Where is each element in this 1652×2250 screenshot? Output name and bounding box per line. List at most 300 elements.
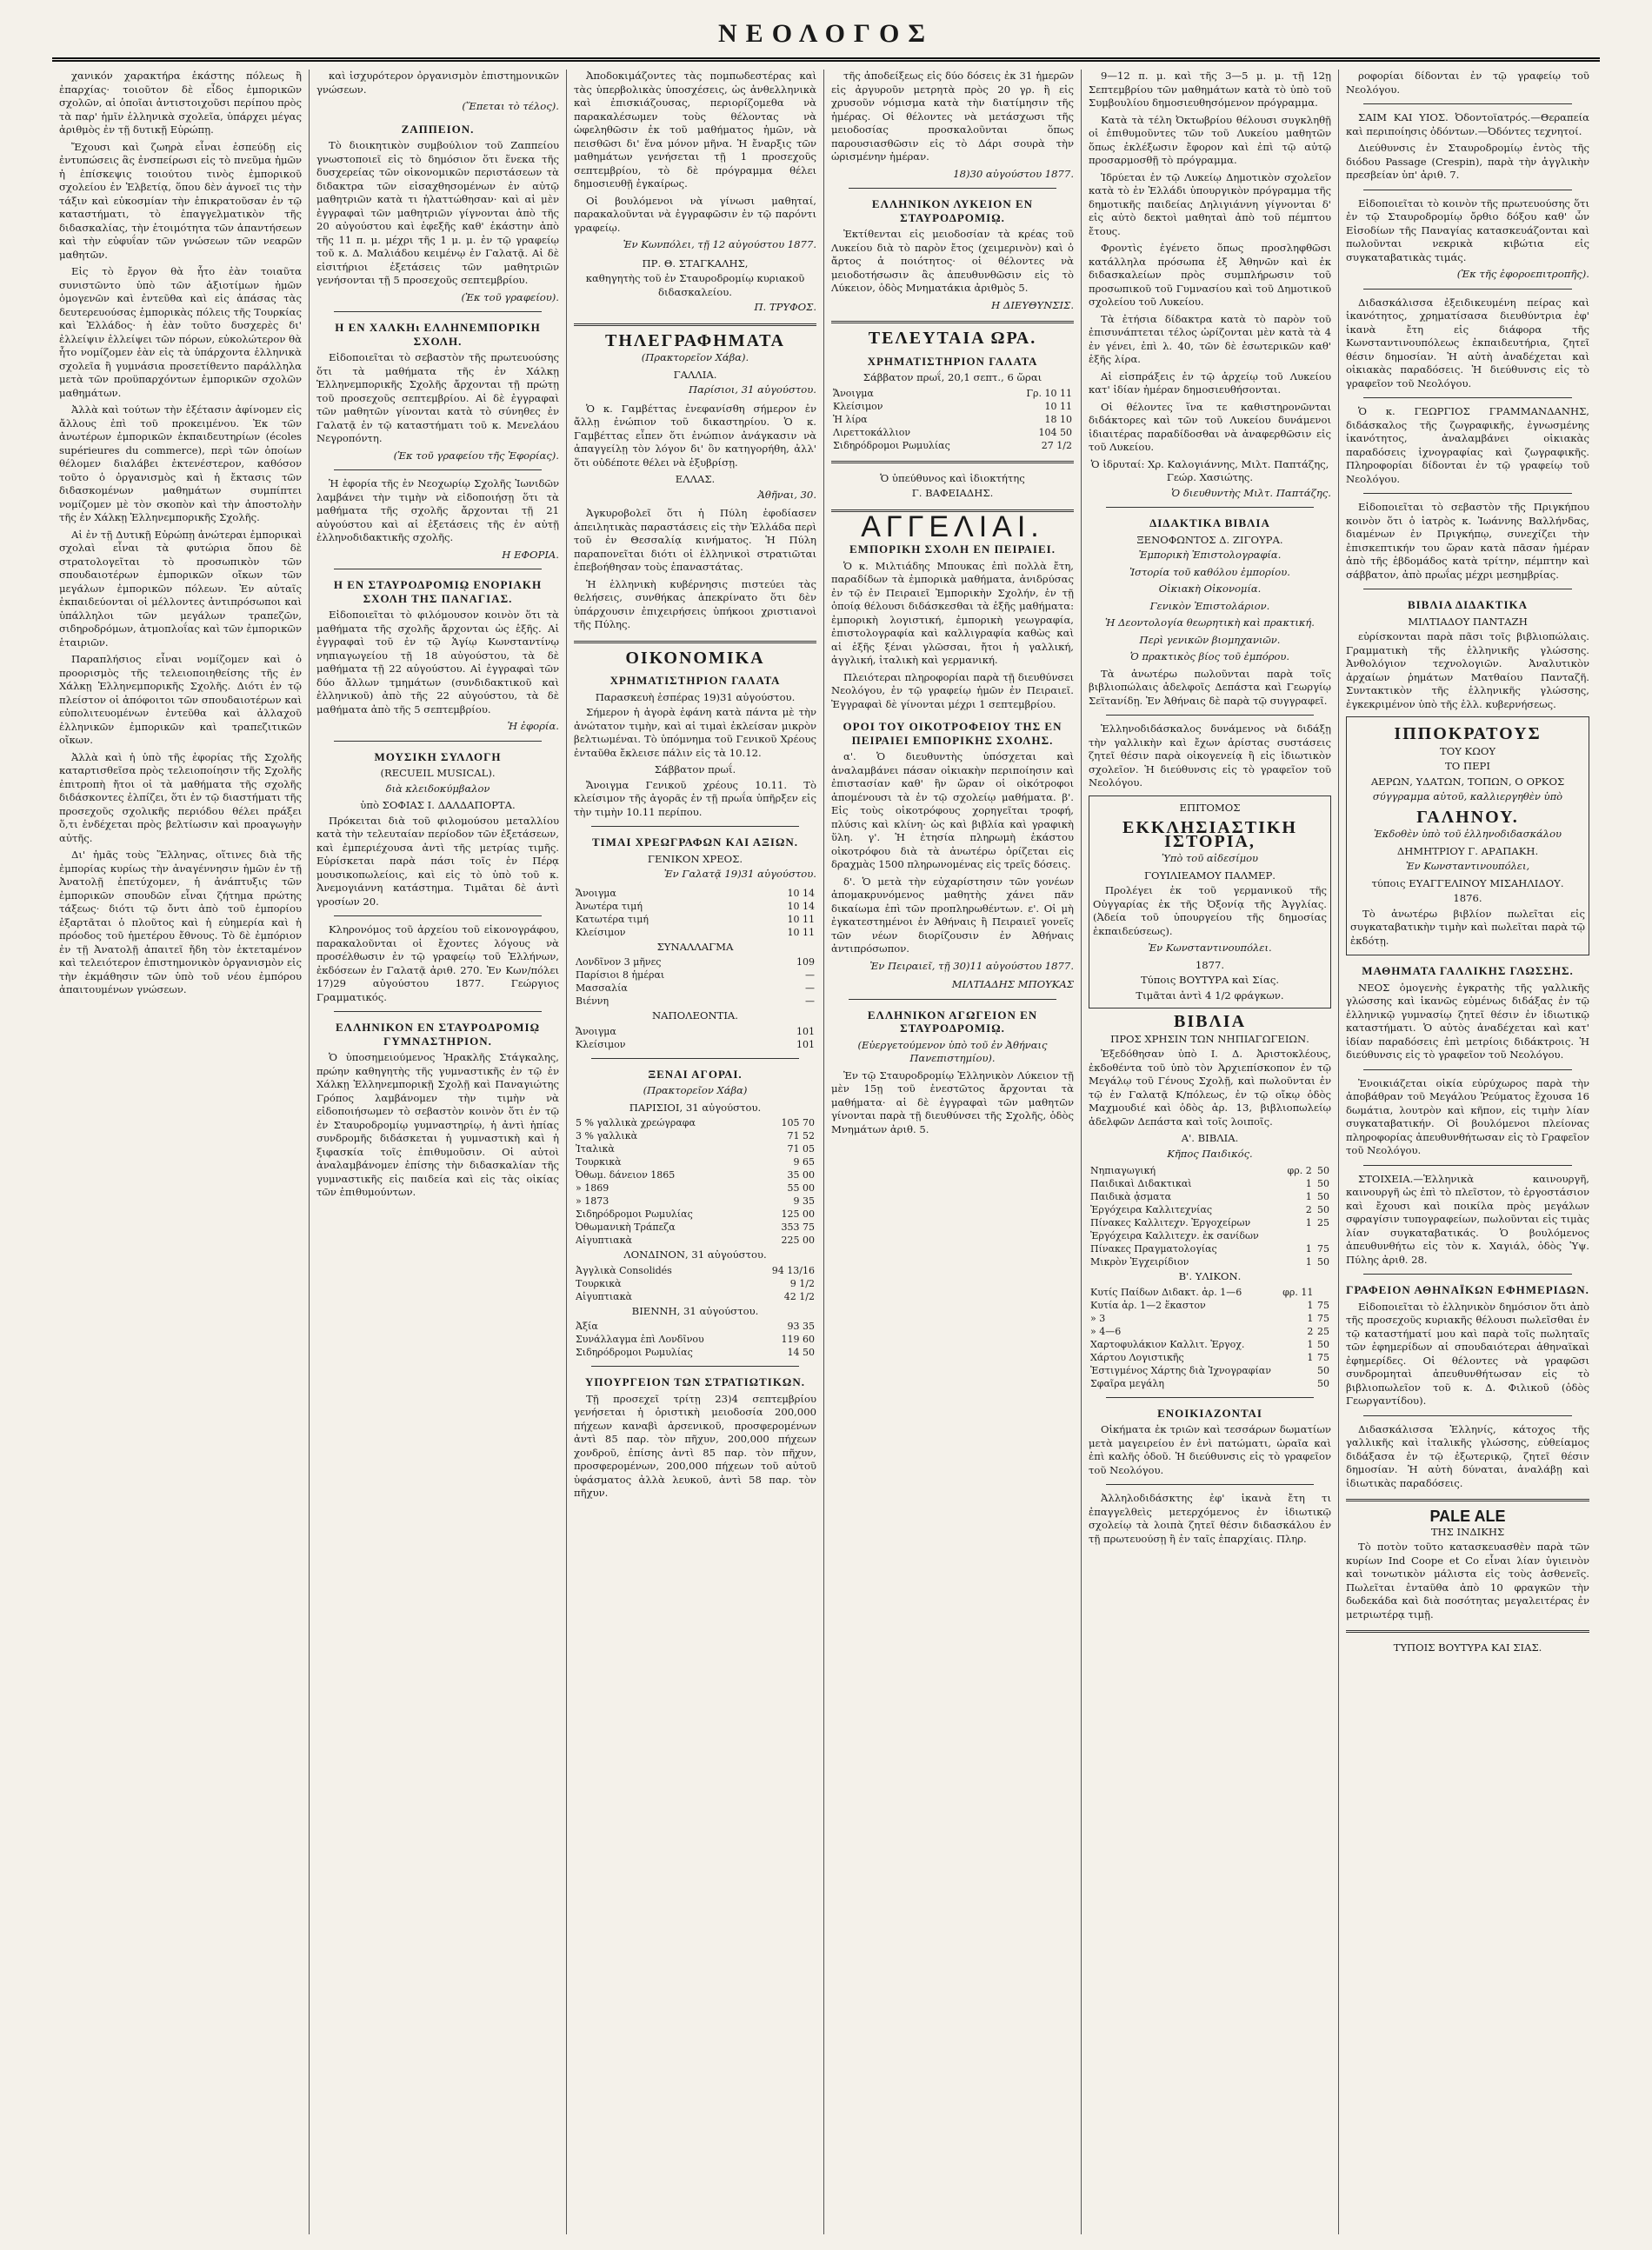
table-cell: —	[805, 969, 815, 981]
table-cell: 42 1/2	[783, 1290, 815, 1302]
table-cell: Χάρτου Λογιστικῆς	[1090, 1351, 1184, 1363]
books-text: Τὰ ἀνωτέρω πωλοῦνται παρὰ τοῖς βιβλιοπώλαις ἀδελφοῖς Δεπάστα καὶ Γεωργίῳ Σεϊτανίδῃ. Ἐν Ἀθήναις δὲ παρὰ τῷ συγγραφεῖ.	[1089, 667, 1331, 707]
divider	[1363, 1069, 1572, 1070]
telegram-text: Ὁ κ. Γαμβέττας ἐνεφανίσθη σήμερον ἐν ἄλλῃ ἐνώπιον τοῦ δικαστηρίου. Ὁ κ. Γαμβέττας εἶπεν ὅτι ἐνώπιον ἀνάγκασιν νὰ ἀπαγγείλῃ τὸν λόγον δι' ὃν κατηγορήθη, ἀλλ' ὅτι οὐδέποτε θέλει νὰ ἐξυβρίσῃ.	[574, 402, 816, 469]
table-cell: 50	[1317, 1191, 1329, 1202]
zappeion-text: Τὸ διοικητικὸν συμβούλιον τοῦ Ζαππείου γνωστοποιεῖ εἰς τὸ δημόσιον ὅτι ἕνεκα τῆς δυσχερείας τῶν οἰκονομικῶν περιστάσεων τὰ διδακτρα τῶν εἰσαχθησομένων ἐν αὐτῷ μαθητριῶν κατὰ τι ἠλαττώθησαν· καὶ αἱ μὲν ἐγγραφαὶ τῶν μαθητριῶν γίγνονται ἀπὸ τῆς 20 αὐγούστου καὶ ἐφεξῆς καθ' ἑκάστην ἀπὸ τῆς 11 π. μ. μέχρι τῆς 1 μ. μ. ἐν τῷ γραφείῳ τοῦ κ. Δ. Μαλιάδου κειμένῳ ἐν Γαλατᾷ. Αἱ δὲ εἰσιτήριοι ἐξετάσεις τῶν μαθητριῶν γενήσονται τῇ 5 προσεχοῦς σεπτεμβρίου.	[316, 139, 559, 286]
table-cell: 9 35	[793, 1195, 815, 1207]
telegram-country: ΓΑΛΛΙΑ.	[673, 368, 717, 381]
table-cell: Ἄνοιγμα	[833, 387, 874, 399]
french-text: ΝΕΟΣ ὁμογενὴς ἐγκρατὴς τῆς γαλλικῆς γλώσσης καὶ ἱκανῶς εὐμένως διδάξας ἐν τῷ ἑλληνικῷ γυμνασίῳ ζητεῖ θέσιν ἐν ἰδιωτικῷ καταστήματι. Ὁ αὐτὸς ἀναδέχεται καὶ κατ' ἰδίαν παραδόσεις ἐπὶ μετρίοις διδάκτροις. Ἡ διεύθυνσις εἰς τὸ γραφεῖον τοῦ Νεολόγου.	[1346, 981, 1589, 1061]
column-6	[1339, 70, 1596, 2234]
article-paragraph: Ἀλλὰ καὶ τούτων τὴν ἐξέτασιν ἀφίνομεν εἰς ἄλλους ἐπὶ τοῦ προκειμένου. Ἐκ τῶν ἀνωτέρων ἐμπορικῶν ἐκπαιδευτηρίων (écoles supérieures du commerce), περὶ τῶν ὁποίων θέλομεν διαλάβει ἐκτενέστερον, καθόσον τοῦτο ὁ ὀργανισμὸς καὶ ἡ ἔκτασις τῶν διδασκομένων μαθημάτων συμπίπτει νομίζομεν μὲ τὸν σκοπὸν καὶ τὴν ἀποστολὴν τῆς ἐν Χάλκῃ Ἑλληνεμπορικῆς Σχολῆς.	[59, 403, 302, 523]
table-cell: 50	[1317, 1256, 1329, 1268]
table-cell: Γρ. 10 11	[1026, 387, 1072, 399]
forex-row	[574, 969, 816, 982]
material-price-row	[1089, 1351, 1331, 1364]
bib-section-a-sub: Κῆπος Παιδικός.	[1167, 1147, 1253, 1160]
rent-text: Οἰκήματα ἐκ τριῶν καὶ τεσσάρων δωματίων μετὰ μαγειρείου ἐν ἑνὶ πατώματι, ὡραῖα καὶ ἐπὶ καλῆς ὁδοῦ. Ἡ διεύθυνσις εἰς τὸ γραφεῖον τοῦ Νεολόγου.	[1089, 1423, 1331, 1476]
table-cell: Αἰγυπτιακὰ	[576, 1235, 632, 1246]
divider	[574, 641, 816, 643]
ionides-sign: Η ΕΦΟΡΙΑ.	[502, 548, 559, 561]
bib-heading: ΒΙΒΛΙΑ	[1173, 1012, 1247, 1031]
forex-row	[574, 995, 816, 1008]
napoleon-heading: ΝΑΠΟΛΕΟΝΤΙΑ.	[652, 1009, 738, 1022]
divider	[1346, 1499, 1589, 1501]
divider	[831, 321, 1074, 323]
table-cell: 353 75	[781, 1222, 815, 1233]
vienna-row	[574, 1346, 816, 1359]
london-row	[574, 1277, 816, 1290]
table-cell: Σιδηρόδρομοι Ρωμυλίας	[576, 1208, 693, 1220]
publisher-label: Ὁ ὑπεύθυνος καὶ ἰδιοκτήτης	[880, 471, 1025, 484]
piraeus-text: Ὁ κ. Μιλτιάδης Μπουκας ἐπὶ πολλὰ ἔτη, παραδίδων τὰ ἐμπορικὰ μαθήματα, ἀνιδρύσας ἐν τῷ ἐν Πειραιεῖ Ἐμπορικὴν Σχολήν, ἐν τῇ ὁποίᾳ θέλουσι διδάσκεσθαι τὰ ἑξῆς μαθήματα: ἐμπορικὴ λογιστική, ἐμπορικὴ γεωγραφία, ἐπιστολογραφία καὶ καλλιγραφία καθὼς καὶ αἱ ἑξῆς ξέναι γλῶσσαι, ἤτοι ἡ γαλλική, ἀγγλική, ἰταλικὴ καὶ γερμανική.	[831, 559, 1074, 666]
vienna-row	[574, 1320, 816, 1333]
hist-top: ΕΠΙΤΟΜΟΣ	[1179, 801, 1241, 814]
bib-section-a: Α'. ΒΙΒΛΙΑ.	[1181, 1132, 1239, 1144]
table-cell: 10 11	[787, 913, 815, 925]
foreign-row	[574, 1234, 816, 1247]
founders-sign: Ὁ ἱδρυταί: Χρ. Καλογιάννης, Μιλτ. Παπτάζης, Γεώρ. Χασιώτης.	[1090, 457, 1329, 483]
article-paragraph: Οἱ βουλόμενοι νὰ γίνωσι μαθηταί, παρακαλοῦνται νὰ ἐγγραφῶσιν ἐν τῷ παρόντι γραφείῳ.	[574, 194, 816, 234]
divider	[1106, 1484, 1314, 1485]
last-bourse-row	[831, 400, 1074, 413]
stavrodromi-school-text: Εἰδοποιεῖται τὸ φιλόμουσον κοινὸν ὅτι τὰ μαθήματα τῆς σχολῆς ἄρχονται ὡς ἑξῆς. Αἱ ἐγγραφαὶ τοῦ ἐν τῷ Ἁγίῳ Κωνσταντίνῳ νηπιαγωγείου τῇ 18 αὐγούστου, τὰ δὲ μαθήματα τῇ 22 αὐγούστου. Αἱ ἐγγραφαὶ τῶν δύο ἄλλων τμημάτων (συνδιδακτικοῦ καὶ ἑλληνικοῦ) ἀπὸ τῆς 22 αὐγούστου, τὰ δὲ μαθήματα ἀπὸ τῆς 5 σεπτεμβρίου.	[316, 609, 559, 716]
table-cell: 2	[1307, 1325, 1314, 1337]
table-cell: Παιδικαὶ Διδακτικαὶ	[1090, 1178, 1192, 1189]
table-cell: 71 05	[787, 1143, 815, 1155]
pantazis-books-heading: ΒΙΒΛΙΑ ΔΙΔΑΚΤΙΚΑ	[1407, 598, 1529, 611]
book-item: Ὁ πρακτικὸς βίος τοῦ ἐμπόρου.	[1129, 650, 1290, 662]
article-paragraph: 9—12 π. μ. καὶ τῆς 3—5 μ. μ. τῇ 12ῃ Σεπτεμβρίου τῶν μαθημάτων κατὰ τὸ ὑπὸ τοῦ Συμβουλίου δημοσιευθησόμενον πρόγραμμα.	[1089, 70, 1331, 109]
dentist-title: ΣΑΙΜ ΚΑΙ ΥΙΟΣ. Ὀδοντοϊατρός.—Θεραπεία καὶ περιποίησις ὀδόντων.—Ὀδόντες τεχνητοί.	[1346, 111, 1589, 137]
table-cell: Λονδῖνον 3 μῆνες	[576, 956, 662, 968]
bourse-text: Σήμερον ἡ ἀγορὰ ἐφάνη κατὰ πάντα μὲ τὴν ἀνώτατον τιμὴν, καὶ αἱ τιμαὶ ἐκλείσαν μικρὸν βελτιωμέναι. Τὸ ὑπόμνημα τοῦ Γενικοῦ Χρέους ἐνταῦθα ἔκλεισε πάλιν εἰς τὰ 10.12.	[574, 706, 816, 759]
telegram-text: Ἀγκυροβολεῖ ὅτι ἡ Πύλη ἐφοδίασεν ἀπειλητικὰς παραστάσεις εἰς τὴν Ἑλλάδα περὶ τοῦ ἐν Θεσσαλίᾳ κινήματος. Ἡ Πύλη παραπονεῖται διότι οἱ ἑλληνικοὶ στρατιῶται ἐπεβοήθησαν τοὺς ἐπαναστάτας.	[574, 507, 816, 573]
hist-year: 1877.	[1195, 958, 1225, 971]
table-cell: Ἄνοιγμα	[576, 887, 616, 899]
hipp-title: ΙΠΠΟΚΡΑΤΟΥΣ	[1394, 724, 1542, 743]
table-cell: 75	[1317, 1243, 1329, 1255]
table-cell: 75	[1317, 1299, 1329, 1311]
music-subtitle: (RECUEIL MUSICAL).	[380, 767, 496, 779]
table-cell: 10 11	[787, 926, 815, 938]
book-item: Γενικὸν Ἐπιστολάριον.	[1149, 599, 1270, 612]
forex-row	[574, 982, 816, 995]
columns	[52, 70, 1600, 2234]
foreign-table	[574, 1116, 816, 1247]
forex-table	[574, 955, 816, 1008]
divider	[849, 188, 1056, 189]
hipp-note: Τὸ ἀνωτέρω βιβλίον πωλεῖται εἰς συγκαταβατικὴν τιμὴν καὶ πωλεῖται παρὰ τῷ ἐκδότῃ.	[1350, 907, 1585, 947]
price-row	[574, 926, 816, 939]
hist-printer: Τύποις ΒΟΥΤΥΡΑ καὶ Σίας.	[1140, 974, 1280, 986]
hipp-line: ΑΕΡΩΝ, ΥΔΑΤΩΝ, ΤΟΠΩΝ, Ο ΟΡΚΟΣ	[1370, 775, 1565, 788]
prices-subheading: ΓΕΝΙΚΟΝ ΧΡΕΟΣ.	[647, 852, 743, 865]
teacher-ad: Ἑλληνοδιδάσκαλος δυνάμενος νὰ διδάξῃ τὴν γαλλικὴν καὶ ἔχων ἀρίστας συστάσεις ζητεῖ θέσιν παρὰ οἰκογενείᾳ ἢ εἰς ἰδιωτικὸν σχολεῖον. Ἡ διεύθυνσις εἰς τὸ γραφεῖον τοῦ Νεολόγου.	[1089, 722, 1331, 789]
divider	[334, 311, 542, 312]
forex-heading: ΣΥΝΑΛΛΑΓΜΑ	[656, 940, 734, 953]
type-ad: ΣΤΟΙΧΕΙΑ.—Ἑλληνικὰ καινουργῆ, καινουργῆ ὡς ἐπὶ τὸ πλεῖστον, τὸ ἐργοστάσιον καὶ ἔχουσι καὶ ποικίλα πρὸς μεγάλων σφραγίσιν τυπογραφείων, πωλοῦνται εἰς τιμὰς λίαν συγκαταβατικάς. Ὁ βουλόμενος ἀπευθυνθήτω εἰς τὸν κ. Χαγιάλ, ὁδὸς Ὑψ. Πύλης ἀριθ. 28.	[1346, 1172, 1589, 1266]
article-paragraph: Κατὰ τὰ τέλη Ὀκτωβρίου θέλουσι συγκληθῇ οἱ ἐπιθυμοῦντες τῶν τοῦ Λυκείου μαθητῶν ὅπως ἐκλέξωσιν ἔφορον καὶ ἐπὶ τῷ αὐτῷ προσαρμοσθῇ τὸ πρόγραμμα.	[1089, 113, 1331, 166]
table-cell: 3 % γαλλικὰ	[576, 1130, 638, 1142]
hipp-place: Ἐν Κωνσταντινουπόλει,	[1405, 860, 1530, 872]
table-cell: Τουρκικὰ	[576, 1156, 622, 1168]
foreign-row	[574, 1195, 816, 1208]
zappeion-heading: ΖΑΠΠΕΙΟΝ.	[401, 122, 475, 136]
article-paragraph: Αἱ εἰσπράξεις ἐν τῷ ἀρχείῳ τοῦ Λυκείου κατ' ἰδίαν ἡμέραν δημοσιευθήσονται.	[1089, 369, 1331, 396]
continued-note: (Ἕπεται τὸ τέλος).	[462, 100, 559, 112]
last-bourse-row	[831, 413, 1074, 426]
divider	[334, 915, 542, 916]
hipp-peri: ΤΟ ΠΕΡΙ	[1445, 760, 1490, 772]
london-row	[574, 1290, 816, 1303]
table-cell: Τουρκικὰ	[576, 1277, 622, 1289]
divider	[1346, 1630, 1589, 1633]
hipp-sub: ΤΟΥ ΚΩΟΥ	[1439, 744, 1495, 757]
column-1	[52, 70, 310, 2234]
lyceum-text: Ἐκτίθενται εἰς μειοδοσίαν τὰ κρέας τοῦ Λυκείου διὰ τὸ παρὸν ἔτος (χειμερινὸν) καὶ ὁ ἄρτος ἀ ποιότητος· οἱ θέλοντες νὰ μειοδοτήσωσιν ἂς ἀπευθυνθῶσιν εἰς τὸ Λύκειον, ὁδὸς Μνηματάκια ἀριθμὸς 5.	[831, 228, 1074, 294]
table-cell: 125 00	[781, 1208, 815, 1220]
table-cell	[1280, 1377, 1316, 1390]
telegram-text: Ἡ ἑλληνικὴ κυβέρνησις πιστεύει τὰς θελήσεις, συνθήκας ἀπεκρίνατο ὅτι δὲν ὑπάρχουσιν ἐπιχειρήσεις ὑπήκοοι χριστιανοὶ τῆς Πύλης.	[574, 577, 816, 630]
bib-section-b: Β'. ΥΛΙΚΟΝ.	[1178, 1270, 1242, 1282]
vienna-table	[574, 1320, 816, 1359]
table-cell: 50	[1317, 1165, 1329, 1176]
table-cell: 75	[1317, 1312, 1329, 1324]
table-cell: Ὀθωμανικὴ Τράπεζα	[576, 1222, 676, 1233]
divider	[1363, 1274, 1572, 1275]
material-price-row	[1089, 1312, 1331, 1325]
divider	[334, 741, 542, 742]
art-teacher-ad: Ὁ κ. ΓΕΩΡΓΙΟΣ ΓΡΑΜΜΑΝΔΑΝΗΣ, διδάσκαλος τῆς ζωγραφικῆς, ἐγνωσμένης ἱκανότητος, ἀναλαμβάνει οἰκιακὰς παραδόσεις ἰχνογραφίας καὶ ζωγραφικῆς. Πληροφορίαι δίδονται ἐν τῷ γραφείῳ τοῦ Νεολόγου.	[1346, 405, 1589, 485]
music-heading: ΜΟΥΣΙΚΗ ΣΥΛΛΟΓΗ	[374, 749, 502, 763]
divider	[849, 999, 1056, 1000]
table-cell: 10 11	[1044, 400, 1072, 412]
table-cell	[1282, 1229, 1314, 1242]
music-author: ὑπὸ ΣΟΦΙΑΣ Ι. ΔΑΛΔΑΠΟΡΤΑ.	[360, 799, 516, 811]
book-price-row	[1089, 1242, 1331, 1255]
article-paragraph: Φροντὶς ἐγένετο ὅπως προσληφθῶσι κατάλληλα πρόσωπα ἐξ Ἀθηνῶν καὶ ἐκ διδασκαλείων πρὸς συμπλήρωσιν τοῦ προσωπικοῦ τοῦ Γυμνασίου καὶ τοῦ Δημοτικοῦ σχολείου τοῦ Λυκείου.	[1089, 242, 1331, 308]
table-cell: 71 52	[787, 1130, 815, 1142]
military-heading: ΥΠΟΥΡΓΕΙΟΝ ΤΩΝ ΣΤΡΑΤΙΩΤΙΚΩΝ.	[585, 1375, 805, 1388]
table-cell: Μικρὸν Ἐγχειρίδιον	[1090, 1256, 1189, 1268]
table-cell: Σιδηρόδρομοι Ρωμυλίας	[576, 1347, 693, 1358]
divider	[1106, 715, 1314, 716]
table-cell: 10 14	[787, 887, 815, 899]
article-paragraph: ροφορίαι δίδονται ἐν τῷ γραφείῳ τοῦ Νεολόγου.	[1346, 70, 1589, 96]
signature-name-2: Π. ΤΡΥΦΟΣ.	[754, 301, 816, 313]
divider	[1363, 103, 1572, 104]
book-item: Ἰστορία τοῦ καθόλου ἐμπορίου.	[1129, 565, 1290, 578]
table-cell: Κλείσιμον	[576, 1038, 626, 1050]
bib-table-b	[1089, 1286, 1331, 1390]
table-cell: Ἐργόχειρα Καλλιτεχν. ἐκ σανίδων	[1090, 1230, 1259, 1241]
table-cell: Συνάλλαγμα ἐπὶ Λονδῖνου	[576, 1334, 704, 1345]
article-paragraph: Παραπλήσιος εἶναι νομίζομεν καὶ ὁ προορισμὸς τῆς τελειοποιηθείσης τῆς ἐν Χάλκῃ Ἑλληνεμπορικῆς Σχολῆς. Διότι ἐν τῷ πλείστον οἱ ἀπόφοιτοι τῶν σπουδαιοτέρων καὶ εὐπολιτευομένων ἐντεῦθα καὶ ἀλλαχοῦ ἑλληνικῶν ἐμπορικῶν καὶ τραπεζιτικῶν οἴκων.	[59, 653, 302, 746]
hist-title: ΕΚΚΛΗΣΙΑΣΤΙΚΗ ΙΣΤΟΡΙΑ,	[1122, 818, 1297, 851]
table-cell	[1314, 1229, 1331, 1242]
book-price-row	[1089, 1177, 1331, 1190]
terms-text: α'. Ὁ διευθυντὴς ὑπόσχεται καὶ ἀναλαμβάνει πάσαν οἰκιακὴν περιποίησιν καὶ ἐπιστασίαν καθ' ἣν ὥραν οἱ οἰκότροφοι ἀπομένουσι τὰ ἐν τῷ σχολείῳ μαθήματα. β'. Εἰς τοὺς οἰκοτρόφους χορηγεῖται τροφή, πλύσις καὶ κλίνη· ὡς καὶ βιβλία καὶ γραφικὴ ὕλη. γ'. Ἡ ἐτησία πληρωμὴ ἑκάστου οἰκοτρόφου διὰ τὰ ἀνωτέρω ὁρίζεται εἰς δραχμὰς 1500 πληρωνομένας εἰς τρεῖς δόσεις.	[831, 750, 1074, 870]
hippocrates-ad	[1346, 716, 1589, 955]
economics-heading: ΟΙΚΟΝΟΜΙΚΑ	[625, 648, 765, 668]
rent-heading: ΕΝΟΙΚΙΑΖΟΝΤΑΙ	[1157, 1406, 1262, 1420]
prices-date: Ἐν Γαλατᾷ 19)31 αὐγούστου.	[663, 868, 816, 880]
military-text: Τῇ προσεχεῖ τρίτῃ 23)4 σεπτεμβρίου γενήσεται ἡ ὁριστικὴ μειοδοσία 200,000 πήχεων καναβὶ ἀρσενικοῦ, προσφερομένων ἀντὶ 85 παρ. τὸν πῆχυν, 200,000 πήχεων χονδροῦ, ἐπίσης ἀντὶ 85 παρ. τὸν πῆχυν, προσφερομένων, 200,000 πήχεων τοῦ αὐτοῦ ὑφάσματος ἀλλὰ λευκοῦ, ἀντὶ 58 παρ. τὸν πῆχυν.	[574, 1392, 816, 1499]
table-cell: φρ. 2	[1287, 1165, 1312, 1176]
article-paragraph: Ἔχουσι καὶ ζωηρὰ εἶναι ἐσπεύδῃ εἰς ἐντυπώσεις ἃς ἐνσπείρωσι εἰς τὸ πνεῦμα ἡμῶν ἡ ἐπίσκεψις τοιούτου τινὸς ἐμπορικοῦ σχολείου ἐν Ἑλβετίᾳ, ὅπου δὲν ἀγνοεῖ τις τὴν τάξιν καὶ εὐκοσμίαν τὴν ἐπικρατοῦσαν ἐν τῷ καταστήματι, τὸ ἐπαγγελματικὸν τῆς διδασκαλίας, τὴν ἑτοιμότητα τῶν ἀπαντήσεων καὶ τὴν εὐφυΐαν τῶν γνώσεων τῶν νεαρῶν μαθητῶν.	[59, 140, 302, 261]
hist-sub: Ὑπὸ τοῦ αἰδεσίμου	[1162, 852, 1258, 864]
article-paragraph: Τὰ ἐτήσια δίδακτρα κατὰ τὸ παρὸν τοῦ ἐπισυνάπτεται τέλος ὡρίζονται μὲν κατὰ τὰ 4 ἐν γένει, ἐπὶ λ. 40, τῶν δὲ ἐσωτερικῶν καθ' ἑξῆς λίρα.	[1089, 312, 1331, 365]
divider	[334, 469, 542, 470]
material-price-row	[1089, 1299, 1331, 1312]
prices-heading: ΤΙΜΑΙ ΧΡΕΩΓΡΑΦΩΝ ΚΑΙ ΑΞΙΩΝ.	[591, 835, 799, 849]
office-heading: ΓΡΑΦΕΙΟΝ ΑΘΗΝΑΪΚΩΝ ΕΦΗΜΕΡΙΔΩΝ.	[1346, 1283, 1589, 1296]
table-cell: 50	[1317, 1364, 1329, 1376]
bib-text: Ἐξεδόθησαν ὑπὸ Ι. Δ. Ἀριστοκλέους, ἐκδοθέντα τοῦ ὑπὸ τὸν Ἀρχιεπίσκοπον ἐν τῷ Μεγάλῳ τοῦ Γένους Σχολῇ, καὶ πωλοῦνται ἐν τῷ ἐν Γαλατᾷ Κ/πόλεως, ἐν τῷ οἴκῳ ὁδὸς Μαχμουδιέ καὶ ὁδὸς ἀρ. 13, βιβλιοπωλείῳ ἀδελφῶν Δεπάστα καὶ τοῖς λοιποῖς.	[1089, 1048, 1331, 1128]
divider	[591, 1366, 799, 1367]
last-bourse-row	[831, 387, 1074, 400]
london-row	[574, 1264, 816, 1277]
divider	[574, 323, 816, 326]
pantazis-author: ΜΙΛΤΙΑΔΟΥ ΠΑΝΤΑΖΗ	[1408, 615, 1528, 628]
table-cell: Λιρεττοκάλλιον	[833, 426, 911, 438]
dentist-text: Διεύθυνσις ἐν Σταυροδρομίῳ ἐντὸς τῆς διόδου Passage (Crespin), παρὰ τὴν ἀγγλικὴν πρεσβείαν ὑπ' ἀριθ. 7.	[1346, 142, 1589, 181]
ionides-text: Ἡ ἐφορία τῆς ἐν Νεοχωρίῳ Σχολῆς Ἰωνιδῶν λαμβάνει τὴν τιμὴν νὰ εἰδοποιήσῃ ὅτι τὰ μαθήματα τῆς σχολῆς ἄρχονται τῇ 21 αὐγούστου καὶ αἱ ἐξετάσεις τῆς ἐν αὐτῇ ἑλληνοδιδακτικῆς σχολῆς.	[316, 477, 559, 543]
book-price-row	[1089, 1190, 1331, 1203]
foreign-row	[574, 1168, 816, 1182]
divider	[334, 1011, 542, 1012]
divider	[1106, 507, 1314, 508]
napoleon-row	[574, 1025, 816, 1038]
gym-heading: ΕΛΛΗΝΙΚΟΝ ΕΝ ΣΤΑΥΡΟΔΡΟΜΙῼ ΓΥΜΝΑΣΤΗΡΙΟΝ.	[335, 1021, 541, 1048]
zappeion-sign: (Ἐκ τοῦ γραφείου).	[461, 290, 559, 303]
price-row	[574, 900, 816, 913]
table-cell: 1	[1305, 1217, 1312, 1228]
pale-ale-heading: PALE ALE	[1429, 1508, 1506, 1525]
signature-name: ΠΡ. Θ. ΣΤΑΓΚΑΛΗΣ,	[642, 256, 749, 270]
divider	[1363, 1415, 1572, 1416]
article-paragraph: Οἱ θέλοντες ἵνα τε καθιστηρονῶνται διδάκτορες καὶ τῶν τοῦ Λυκείου δυνάμενοι ἰδιαιτέρας παραδίδοσθαι νὰ ἀναφερθῶσιν εἰς τοῦ Λυκείου.	[1089, 400, 1331, 453]
church-history-ad	[1089, 795, 1331, 1009]
table-cell: 94 13/16	[771, 1264, 815, 1276]
price-row	[574, 887, 816, 900]
terms-text-2: δ'. Ὁ μετὰ τὴν εὐχαρίστησιν τῶν γονέων ἀπομακρυνόμενος μαθητὴς χάνει πᾶν δικαίωμα ἐπὶ τῶν προπληρωθέντων. ε'. Οἱ μὴ ἐγκατεστημένοι ἐν Ἀθήναις ἢ Πειραιεῖ γονεῖς τῶν νέων διορίζουσιν ἐν Ἀθήναις ἀντιπρόσωπον.	[831, 875, 1074, 955]
table-cell: Κατωτέρα τιμή	[576, 913, 649, 925]
table-cell: Κυτία ἀρ. 1—2 ἕκαστον	[1090, 1299, 1206, 1311]
telegram-date: Παρίσιοι, 31 αὐγούστου.	[689, 383, 816, 396]
article-paragraph: χανικόν χαρακτήρα ἑκάστης πόλεως ἢ ἐπαρχίας· τοιοῦτον δὲ εἶδος ἐμπορικῶν σχολῶν, αἱ ὁποῖαι ἀντιστοιχοῦσι περίπου πρὸς τὰ παρ' ἡμῖν ἑλληνικὰ σχολεῖα, ὑπάρχει μέγας ἀριθμὸς ἐν τῇ δυτικῇ Εὐρώπῃ.	[59, 70, 302, 136]
book-price-row	[1089, 1216, 1331, 1229]
table-cell: 101	[796, 1025, 815, 1037]
table-cell: Κυτίς Παίδων Διδακτ. ἀρ. 1—6	[1090, 1286, 1242, 1298]
house-ad: Ἐνοικιάζεται οἰκία εὐρύχωρος παρὰ τὴν ἀποβάθραν τοῦ Μεγάλου Ῥεύματος ἔχουσα 16 δωμάτια, λουτρὸν καὶ κῆπον, εἰς τιμὴν λίαν συγκαταβατικήν. Οἱ βουλόμενοι πλείονας πληροφορίας ἀπευθυνθήτωσαν εἰς τὸ Γραφεῖον τοῦ Νεολόγου.	[1346, 1076, 1589, 1156]
table-cell: 27 1/2	[1041, 439, 1072, 451]
table-cell: Βιέννη	[576, 995, 610, 1007]
table-cell: 25	[1317, 1325, 1329, 1337]
notice-sign: (Ἐκ τῆς ἐφοροεπιτροπῆς).	[1456, 268, 1589, 280]
divider	[1106, 1397, 1314, 1398]
publisher-name: Γ. ΒΑΦΕΙΑΔΗΣ.	[911, 487, 994, 499]
foreign-agency: (Πρακτορεῖον Χάβα)	[643, 1084, 748, 1096]
bourse-text-2: Ἄνοιγμα Γενικοῦ χρέους 10.11. Τὸ κλείσιμον τῆς ἀγορᾶς ἐν τῇ πρωΐα ὑπῆρξεν εἰς τὴν τιμὴν 10.11 περίπου.	[574, 778, 816, 818]
table-cell: 109	[796, 956, 815, 968]
lyceum-sign: Η ΔΙΕΥΘΥΝΣΙΣ.	[991, 298, 1074, 311]
table-cell: 25	[1317, 1217, 1329, 1228]
table-cell: Σφαῖρα μεγάλη	[1090, 1377, 1165, 1389]
archive-text: Κληρονόμος τοῦ ἀρχείου τοῦ εἰκονογράφου, παρακαλοῦνται οἱ ἔχοντες λόγους νὰ προσέλθωσιν ἐν τῷ γραφείῳ τοῦ Ἑλλήνων, ἐκδόσεων ἐν Γαλατᾷ ἀριθ. 270. Ἐν Κων/πόλει 17)29 αὐγούστου 1877. Γεώργιος Γραμματικός.	[316, 923, 559, 1003]
divider	[591, 1058, 799, 1059]
agogeion-heading: ΕΛΛΗΝΙΚΟΝ ΑΓΩΓΕΙΟΝ ΕΝ ΣΤΑΥΡΟΔΡΟΜΙῼ.	[867, 1008, 1038, 1035]
article-paragraph: καὶ ἰσχυρότερον ὀργανισμὸν ἐπιστημονικῶν γνώσεων.	[316, 70, 559, 96]
table-cell: Πίνακες Καλλιτεχν. Ἐργοχείρων	[1090, 1217, 1251, 1228]
table-cell: Παιδικὰ ᾀσματα	[1090, 1191, 1172, 1202]
price-row	[574, 913, 816, 926]
table-cell: Μασσαλία	[576, 982, 628, 994]
table-cell: » 1873	[576, 1195, 610, 1207]
table-cell: 50	[1317, 1178, 1329, 1189]
article-paragraph: Ἀποδοκιμάζοντες τὰς πομπωδεστέρας καὶ τὰς ὑπερβολικὰς ὑποσχέσεις, ὡς ἀνθελληνικὰ καὶ ἐπισκιάζουσας, περιορίζομεθα νὰ παρακαλέσωμεν τοὺς θέλοντας νὰ ὠφεληθῶσιν ἐκ τοῦ μαθήματος ἡμῶν, νὰ πεισθῶσι δι' ἕνα μόνον μῆνα. Ἡ ἔναρξις τῶν μαθημάτων γενήσεται τῇ 1 προσεχοῦς σεπτεμβρίου, τὸ δὲ πρόγραμμα θέλει δημοσιευθῇ ἐγκαίρως.	[574, 70, 816, 190]
book-item: Οἰκιακὴ Οἰκονομία.	[1158, 582, 1262, 595]
divider	[591, 826, 799, 827]
pale-ale-sub: ΤΗΣ ΙΝΔΙΚΗΣ	[1430, 1525, 1505, 1538]
piraeus-heading: ΕΜΠΟΡΙΚΗ ΣΧΟΛΗ ΕΝ ΠΕΙΡΑΙΕΙ.	[849, 543, 1056, 556]
table-cell: 18 10	[1044, 413, 1072, 425]
foreign-row	[574, 1182, 816, 1195]
forex-row	[574, 955, 816, 969]
doctor-ad: Εἰδοποιεῖται τὸ σεβαστὸν τῆς Πριγκήπου κοινὸν ὅτι ὁ ἰατρὸς κ. Ἰωάννης Βαλλήνδας, διαμένων ἐν Πριγκήπῳ, συνεχίζει τὴν ἐπισκεπτικήν του ὥραν κατὰ πᾶσαν ἡμέραν ἀπὸ τῆς ἑβδομάδος κατὰ τρίτην, πέμπτην καὶ σάββατον, ἀπὸ πρωΐας μέχρι μεσημβρίας.	[1346, 501, 1589, 581]
table-cell: Ἀγγλικὰ Consolidés	[576, 1264, 672, 1276]
table-cell: 1	[1307, 1338, 1314, 1350]
table-cell: 75	[1317, 1351, 1329, 1363]
divider	[1363, 1165, 1572, 1166]
table-cell: Χαρτοφυλάκιον Καλλιτ. Ἐργοχ.	[1090, 1338, 1245, 1350]
table-cell: 2	[1305, 1204, 1312, 1215]
vienna-heading: ΒΙΕΝΝΗ, 31 αὐγούστου.	[631, 1304, 759, 1317]
chalki-sign: (Ἐκ τοῦ γραφείου τῆς Ἐφορίας).	[393, 449, 559, 462]
agogeion-text: Ἐν τῷ Σταυροδρομίῳ Ἑλληνικὸν Λύκειον τῇ μὲν 15ῃ τοῦ ἐνεστῶτος ἄρχονται τὰ μαθήματα· αἱ δὲ ἐγγραφαὶ τῶν μαθητῶν γίνονται παρὰ τῇ διευθύνσει τῆς Σχολῆς, ὁδὸς Μνημάτων ἀριθ. 5.	[831, 1068, 1074, 1135]
books-heading: ΔΙΔΑΚΤΙΚΑ ΒΙΒΛΙΑ	[1149, 516, 1270, 529]
table-cell: 14 50	[787, 1347, 815, 1358]
governess-ad-2: Διδασκάλισσα Ἑλληνίς, κάτοχος τῆς γαλλικῆς καὶ ἰταλικῆς γλώσσης, εὐθείαμος διδάξασα ἐν τῷ ἐξωτερικῷ, ζητεῖ θέσιν δημοσίαν. Ἡ αὐτὴ δύναται, ἀναλάβῃ καὶ ἰδιωτικὰς παραδόσεις.	[1346, 1422, 1589, 1489]
terms-sign-name: ΜΙΛΤΙΑΔΗΣ ΜΠΟΥΚΑΣ	[951, 978, 1074, 990]
bourse-date: Παρασκευὴ ἑσπέρας 19)31 αὐγούστου.	[595, 690, 796, 703]
column-2	[310, 70, 567, 2234]
office-text: Εἰδοποιεῖται τὸ ἑλληνικὸν δημόσιον ὅτι ἀπὸ τῆς προσεχοῦς κυριακῆς θέλουσι πωλεῖσθαι ἐν τῷ καταστήματί μου καὶ παρὰ τοῖς πωληταῖς τῶν ἐφημερίδων αἱ σπουδαιότεραι ἀθηναϊκαὶ ἐφημερίδες. Οἱ θέλοντες νὰ γραφῶσι συνδρομηταὶ ἀπευθυνθήτωσαν εἰς τὸ βιβλιοπωλεῖον τοῦ κ. Δ. Φιλικοῦ (ὁδὸς Γεωργαντίδου).	[1346, 1300, 1589, 1407]
hist-author: ΓΟΥΙΛΙΕΑΜΟΥ ΠΑΛΜΕΡ.	[1144, 869, 1276, 882]
foreign-row	[574, 1221, 816, 1234]
table-cell: 50	[1317, 1377, 1329, 1389]
music-subtitle-2: διὰ κλειδοκύμβαλον	[385, 782, 490, 795]
book-price-row	[1089, 1229, 1331, 1242]
hipp-name: ΓΑΛΗΝΟΥ.	[1416, 807, 1519, 827]
table-cell: 5 % γαλλικὰ χρεώγραφα	[576, 1117, 696, 1128]
dated-line: 18)30 αὐγούστου 1877.	[953, 167, 1074, 180]
table-cell: 119 60	[781, 1334, 815, 1345]
london-table	[574, 1264, 816, 1303]
pupil-ad: Ἀλληλοδιδάσκτης ἐφ' ἱκανὰ ἔτη τι ἐπαγγελθεὶς μετερχόμενος ἐν ἰδιωτικῷ σχολείῳ τὰ λοιπὰ ζητεῖ θέσιν διδασκάλου ἐν τῇ πρωτευούσῃ ἢ ἐν ταῖς ἐπαρχίαις. Πληρ.	[1089, 1492, 1331, 1545]
books-author: ΞΕΝΟΦΩΝΤΟΣ Δ. ΖΙΓΟΥΡΑ.	[1136, 533, 1283, 546]
bourse-heading: ΧΡΗΜΑΤΙΣΤΗΡΙΟΝ ΓΑΛΑΤΑ	[610, 674, 781, 687]
newspaper-title: ΝΕΟΛΟΓΟΣ	[718, 19, 934, 48]
book-price-row	[1089, 1255, 1331, 1268]
ads-heading: ΑΓΓΕΛΙΑΙ.	[861, 509, 1044, 543]
bourse-saturday: Σάββατον πρωΐ.	[654, 763, 736, 776]
stavrodromi-school-heading: Η ΕΝ ΣΤΑΥΡΟΔΡΟΜΙῼ ΕΝΟΡΙΑΚΗ ΣΧΟΛΗ ΤΗΣ ΠΑΝΑΓΙΑΣ.	[333, 578, 543, 605]
last-bourse-table	[831, 387, 1074, 452]
table-cell: Ἀξία	[576, 1321, 598, 1332]
hist-price: Τιμᾶται ἀντὶ 4 1/2 φράγκων.	[1136, 989, 1284, 1002]
table-cell: Ἡ λίρα	[833, 413, 868, 425]
pale-ale-text: Τὸ ποτὸν τοῦτο κατασκευασθὲν παρὰ τῶν κυρίων Ind Coope et Co εἶναι λίαν ὑγιεινὸν καὶ τονωτικὸν μάλιστα εἰς τοὺς ἀσθενεῖς. Πωλεῖται ἐνταῦθα ἀπὸ 10 φραγκῶν τὴν δωδεκάδα καὶ διὰ ποσότητας μεγαλειτέρας ἐν μετριωτέρᾳ τιμῇ.	[1346, 1541, 1589, 1621]
stavrodromi-school-sign: Ἡ ἐφορία.	[507, 720, 559, 732]
hipp-text: Ἐκδοθὲν ὑπὸ τοῦ ἑλληνοδιδασκάλου	[1373, 828, 1562, 840]
hist-place: Ἐν Κωνσταντινουπόλει.	[1148, 942, 1272, 954]
table-cell: Νηπιαγωγική	[1090, 1165, 1156, 1176]
london-heading: ΛΟΝΔΙΝΟΝ, 31 αὐγούστου.	[623, 1248, 767, 1261]
table-cell: Ἀνωτέρα τιμή	[576, 900, 643, 912]
last-bourse-row	[831, 439, 1074, 452]
divider	[1363, 289, 1572, 290]
telegram-date: Ἀθῆναι, 30.	[757, 488, 816, 501]
foreign-row	[574, 1116, 816, 1129]
table-cell	[1280, 1364, 1316, 1377]
book-item: Ἡ Δεοντολογία θεωρητικὴ καὶ πρακτική.	[1105, 616, 1315, 629]
telegrams-heading: ΤΗΛΕΓΡΑΦΗΜΑΤΑ	[605, 330, 785, 350]
foreign-row	[574, 1129, 816, 1142]
article-paragraph: Αἱ ἐν τῇ Δυτικῇ Εὐρώπῃ ἀνώτεραι ἐμπορικαὶ σχολαὶ εἶναι τὰ φυτώρια ὅπου δὲ στρατολογεῖται τὸ προσωπικὸν τῶν σπουδαιοτέρων ἐμπορικῶν οἴκων τῶν μεγάλων ἐμπορικῶν πόλεων. Ἐν αὐταῖς ἐκπαιδεύονται οἱ μέλλοντες ἀντιπρόσωποι καὶ ὑπάλληλοι τῶν μεγάλων τραπεζῶν, σιδηροδρόμων, ἀτμοπλοΐας καὶ τῶν ἐμπορικῶν ἑταιριῶν.	[59, 528, 302, 649]
table-cell: Ἄνοιγμα	[576, 1025, 616, 1037]
hipp-printer: τύποις ΕΥΑΓΓΕΛΙΝΟΥ ΜΙΣΑΗΛΙΔΟΥ.	[1371, 876, 1564, 889]
book-price-row	[1089, 1203, 1331, 1216]
table-cell: Ἐστιγμένος Χάρτης διὰ Ἰχνογραφίαν	[1090, 1364, 1271, 1376]
table-cell: » 3	[1090, 1312, 1106, 1324]
terms-sign-place: Ἐν Πειραιεῖ, τῇ 30)11 αὐγούστου 1877.	[869, 959, 1074, 972]
hipp-editor: ΔΗΜΗΤΡΙΟΥ Γ. ΑΡΑΠΑΚΗ.	[1396, 844, 1539, 857]
table-cell: Πίνακες Πραγματολογίας	[1090, 1243, 1217, 1255]
table-cell: —	[805, 995, 815, 1007]
material-price-row	[1089, 1286, 1331, 1299]
pantazis-text: εὑρίσκονται παρὰ πᾶσι τοῖς βιβλιοπώλαις. Γραμματικὴ τῆς ἑλληνικῆς γλώσσης. Ἀνθολόγιον τεχνολογιῶν. Ἀναλυτικὸν ἀρχαίων ῥημάτων Ματθαίου Πανταζῆ. Συντακτικὸν τῆς ἑλληνικῆς γλώσσης, ἐγκεκριμένον ὑπὸ τῆς ἑλλ. κυβερνήσεως.	[1346, 630, 1589, 710]
agogeion-subtitle: (Εὐεργετούμενον ὑπὸ τοῦ ἐν Ἀθήναις Πανεπιστημίου).	[857, 1038, 1048, 1064]
napoleon-table	[574, 1025, 816, 1051]
material-price-row	[1089, 1325, 1331, 1338]
table-cell: 1	[1305, 1191, 1312, 1202]
governess-ad: Διδασκάλισσα ἐξειδικευμένη πείρας καὶ ἱκανότητος, χρηματίσασα διευθύντρια ἐφ' ἱκανὰ ἔτη εἰς διάφορα τῆς Κωνσταντινουπόλεως ἐκπαιδευτήρια, ζητεῖ θέσιν δημοσίαν. Ἡ αὐτὴ ἀναδέχεται καὶ οἰκιακὰς παραδόσεις. Ἡ διεύθυνσις εἰς τὸ γραφεῖον τοῦ Νεολόγου.	[1346, 296, 1589, 389]
table-cell: 55 00	[787, 1182, 815, 1194]
printer-footer: ΤΥΠΟΙΣ ΒΟΥΤΥΡΑ ΚΑΙ ΣΙΑΣ.	[1393, 1641, 1542, 1654]
table-cell: Παρίσιοι 8 ἡμέραι	[576, 969, 665, 981]
table-cell: —	[805, 982, 815, 994]
foreign-row	[574, 1142, 816, 1155]
table-cell: Σιδηρόδρομοι Ρωμυλίας	[833, 439, 950, 451]
article-paragraph: Εἰς τὸ ἔργον θὰ ἦτο ἐὰν τοιαῦτα συνιστῶντο ὑπὸ τῶν ἀξιοτίμων ἡμῶν ὁμογενῶν καὶ ἐντεῦθα καὶ εἰς ἁπάσας τὰς δευτερευούσας ἐμπορικὰς πόλεις τῆς Τουρκίας καὶ Ἑλλάδος· ἡ ἐὰν τοῦτο δυσχερὲς δι' ἐλλείψιν ἐλλείψει τῶν πόρων, εὐκολώτερον θὰ ἦτο νομίζομεν ἐὰν εἰς τὰ ὑπάρχοντα ἑλληνικὰ σχολεῖα ἢ γυμνάσια προσετίθεντο παράλληλα μετὰ τῶν προϋπαρχόντων ἐμπορικῶν σχολῶν μαθημάτων.	[59, 265, 302, 399]
terms-heading: ΟΡΟΙ ΤΟΥ ΟΙΚΟΤΡΟΦΕΙΟΥ ΤΗΣ ΕΝ ΠΕΙΡΑΙΕΙ ΕΜΠΟΡΙΚΗΣ ΣΧΟΛΗΣ.	[843, 720, 1062, 747]
table-cell: 225 00	[781, 1235, 815, 1246]
article-paragraph: Ἀλλὰ καὶ ἡ ὑπὸ τῆς ἐφορίας τῆς Σχολῆς καταρτισθεῖσα πρὸς τελειοποίησιν τῆς Σχολῆς ἐπιτροπὴ ἤτοι οἱ τὰ μαθήματα τῆς σχολῆς διδάσκοντες ἐλπίζει, ὅτι ἐν τῷ διαστήματι τῆς προσεχοῦς σχολικῆς περιόδου θέλει πράξει ὅ,τι ἐνδέχεται πρὸς βελτίωσιν καὶ προαγωγὴν αὐτῆς.	[59, 750, 302, 844]
table-cell: 50	[1317, 1204, 1329, 1215]
table-cell: 105 70	[781, 1117, 815, 1128]
piraeus-text-2: Πλειότεραι πληροφορίαι παρὰ τῇ διευθύνσει Νεολόγου, ἐν τῷ γραφείῳ ἡμῶν ἐν Πειραιεῖ. Ἐγγραφαὶ δὲ γίνονται μέχρι 1 σεπτεμβρίου.	[831, 670, 1074, 710]
table-cell: 104 50	[1038, 426, 1072, 438]
masthead	[52, 12, 1600, 62]
hist-text: Προλέγει ἐκ τοῦ γερμανικοῦ τῆς Οὐγγαρίας ἐκ τῆς Ὀξονίᾳ τῆς Ἀγγλίας. (Ἀδεία τοῦ ὑπουργείου τῆς δημοσίας ἐκπαιδεύσεως).	[1093, 884, 1327, 937]
table-cell: Κλείσιμον	[576, 926, 626, 938]
music-text: Πρόκειται διὰ τοῦ φιλομούσου μεταλλίου κατὰ τὴν τελευταίαν περίοδον τῶν ἐξετάσεων, καὶ ἐμπεριέχουσα ἀντὶ τῆς μετρίας τιμῆς. Εὑρίσκεται παρὰ πάσι τοῖς ἐν Πέρᾳ μουσικοπωλείοις, καὶ εἰς τὸ ὑπὸ τοῦ κ. Ἀνεμογιάννη κατάστημα. Τιμᾶται δὲ ἀντὶ γροσίων 20.	[316, 814, 559, 908]
column-5	[1082, 70, 1339, 2234]
hipp-year: 1876.	[1453, 892, 1482, 904]
